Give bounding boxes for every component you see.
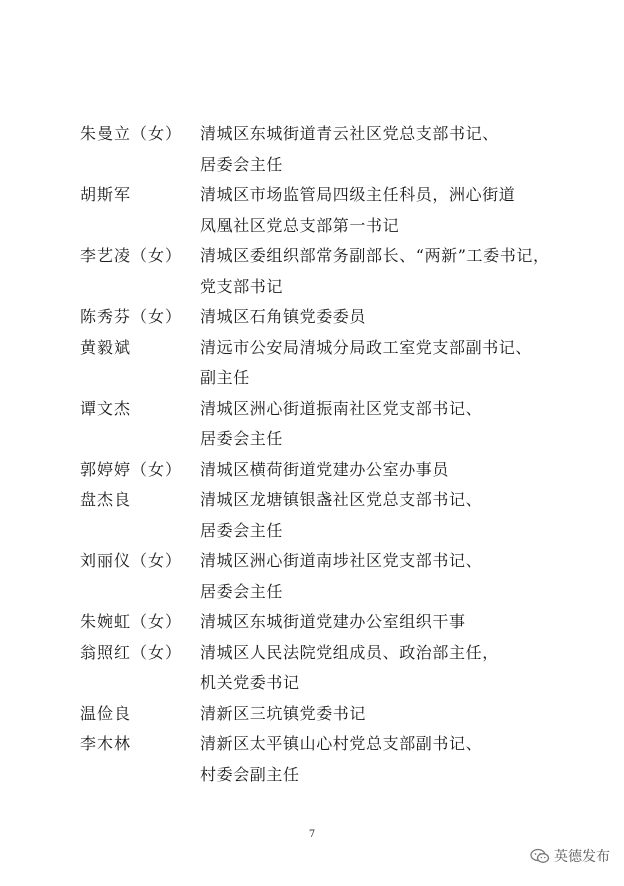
person-name: 朱曼立（女）	[80, 124, 183, 143]
person-name: 谭文杰	[80, 398, 132, 418]
person-name: 盘杰良	[80, 490, 132, 509]
position-description	[200, 607, 580, 638]
position-line: 清城区东城街道党建办公室组织干事	[200, 612, 466, 631]
position-line: 居委会主任	[200, 520, 284, 540]
position-line: 居委会主任	[200, 581, 284, 601]
position-line: 居委会主任	[200, 429, 284, 448]
person-name: 李艺凌（女）	[80, 246, 183, 265]
person-name: 刘丽仪（女）	[80, 551, 183, 570]
person-name: 黄毅斌	[80, 337, 132, 357]
person-name: 陈秀芬（女）	[80, 307, 183, 326]
page-number: 7	[308, 829, 316, 840]
position-description	[200, 699, 580, 730]
person-name: 朱婉虹（女）	[80, 612, 183, 631]
position-line: 居委会主任	[200, 154, 284, 174]
position-line: 清城区委组织部常务副部长、“两新”工委书记，	[200, 246, 550, 265]
position-line: 清新区太平镇山心村党总支部副书记、	[200, 734, 483, 753]
position-description	[200, 119, 580, 180]
position-line: 清新区三坑镇党委书记	[200, 703, 367, 723]
position-line: 凤凰社区党总支部第一书记	[200, 215, 400, 235]
position-line: 村委会副主任	[200, 764, 300, 784]
position-line: 清城区洲心街道南埗社区党支部书记、	[200, 551, 483, 570]
watermark-text: 英德发布	[554, 849, 610, 865]
position-description	[200, 729, 580, 790]
position-line: 清城区市场监管局四级主任科员，洲心街道	[200, 185, 516, 204]
position-line: 清城区洲心街道振南社区党支部书记、	[200, 398, 483, 418]
position-description	[200, 485, 580, 546]
position-description	[200, 302, 580, 333]
person-name: 郭婷婷（女）	[80, 459, 183, 479]
position-line: 机关党委书记	[200, 673, 300, 692]
position-line: 清城区石角镇党委委员	[200, 307, 367, 326]
person-name: 胡斯军	[80, 185, 132, 204]
position-line: 清城区东城街道青云社区党总支部书记、	[200, 124, 499, 143]
position-line: 党支部书记	[200, 276, 284, 296]
position-description	[200, 546, 580, 607]
person-name: 温俭良	[80, 703, 132, 723]
position-description	[200, 638, 580, 699]
wechat-icon	[530, 848, 550, 864]
position-line: 清城区龙塘镇银盏社区党总支部书记、	[200, 490, 483, 509]
position-description	[200, 241, 580, 302]
position-description	[200, 455, 580, 486]
person-name: 翁照红（女）	[80, 642, 183, 662]
position-line: 清远市公安局清城分局政工室党支部副书记、	[200, 337, 533, 357]
position-description	[200, 333, 580, 394]
position-line: 副主任	[200, 368, 250, 387]
watermark	[530, 846, 610, 866]
position-line: 清城区横荷街道党建办公室办事员	[200, 459, 450, 479]
position-description	[200, 394, 580, 455]
position-line: 清城区人民法院党组成员、政治部主任，	[200, 642, 499, 662]
person-name: 李木林	[80, 734, 132, 753]
position-description	[200, 180, 580, 241]
